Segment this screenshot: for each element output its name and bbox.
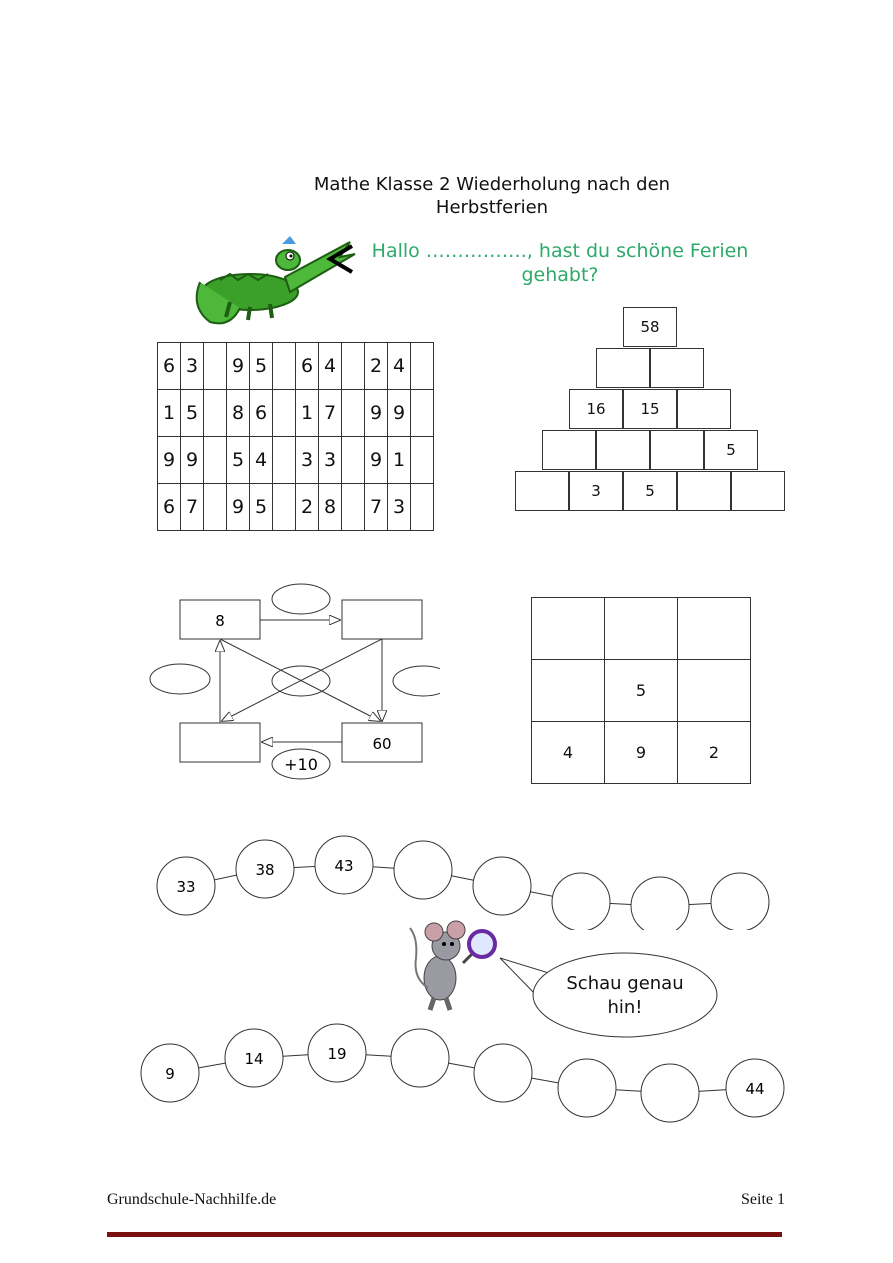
digit-cell: 7: [181, 484, 204, 531]
speech-line-1: Schau genau: [566, 973, 684, 994]
diagram-operator-bottom: +10: [284, 755, 318, 774]
magic-square-cell[interactable]: [678, 598, 751, 660]
digit-cell: 6: [296, 343, 319, 390]
digit-cell: 5: [250, 484, 273, 531]
pyramid-brick: 15: [623, 389, 677, 429]
digit-cell: 8: [227, 390, 250, 437]
digit-table-row: [158, 390, 434, 437]
speech-bubble-text: [545, 972, 705, 1020]
digit-cell: 1: [296, 390, 319, 437]
magic-square-row: [532, 598, 751, 660]
digit-cell[interactable]: [342, 343, 365, 390]
digit-cell[interactable]: [411, 390, 434, 437]
digit-cell: 9: [227, 343, 250, 390]
chain-value: 14: [244, 1050, 264, 1068]
diagram-box-top-right[interactable]: [342, 600, 422, 639]
digit-cell: 4: [388, 343, 411, 390]
digit-cell: 2: [296, 484, 319, 531]
digit-cell: 3: [319, 437, 342, 484]
chain-circle[interactable]: [711, 873, 769, 930]
digit-cell: 4: [250, 437, 273, 484]
pyramid-brick: 5: [623, 471, 677, 511]
chain-value: 38: [255, 861, 275, 879]
digit-cell: 1: [158, 390, 181, 437]
digit-cell[interactable]: [273, 484, 296, 531]
diagram-oval-left[interactable]: [150, 664, 210, 694]
digit-cell: 1: [388, 437, 411, 484]
digit-cell: 3: [388, 484, 411, 531]
pyramid-brick[interactable]: [650, 430, 704, 470]
magic-square-cell: 2: [678, 722, 751, 784]
digit-table-row: [158, 343, 434, 390]
chain-circle[interactable]: [552, 873, 610, 930]
pyramid-brick[interactable]: [542, 430, 596, 470]
digit-cell[interactable]: [342, 390, 365, 437]
pyramid-brick: 3: [569, 471, 623, 511]
digit-cell: 9: [227, 484, 250, 531]
digit-cell[interactable]: [204, 484, 227, 531]
crocodile-illustration: [190, 222, 360, 330]
number-chain-2: [0, 1015, 893, 1130]
number-chain-1: [0, 830, 893, 930]
chain-value: 33: [176, 878, 196, 896]
greeting-line-1: Hallo ……………., hast du schöne Ferien: [371, 240, 749, 262]
pyramid-brick[interactable]: [596, 430, 650, 470]
digit-cell: 7: [319, 390, 342, 437]
digit-cell: 6: [250, 390, 273, 437]
chain-circle[interactable]: [474, 1044, 532, 1102]
chain-circle[interactable]: [641, 1064, 699, 1122]
chain-value: 9: [165, 1065, 175, 1083]
digit-cell: 9: [365, 437, 388, 484]
greeting-text: [360, 240, 760, 286]
digit-cell[interactable]: [411, 484, 434, 531]
pyramid-brick[interactable]: [650, 348, 704, 388]
footer-page-number: Seite 1: [741, 1191, 785, 1208]
magic-square: [531, 597, 751, 784]
title-line-2: Herbstferien: [435, 197, 549, 218]
pyramid-brick[interactable]: [515, 471, 569, 511]
digit-cell[interactable]: [273, 343, 296, 390]
digit-cell: 9: [181, 437, 204, 484]
chain-circle[interactable]: [394, 841, 452, 899]
chain-circle[interactable]: [473, 857, 531, 915]
magic-square-cell: 5: [605, 660, 678, 722]
pyramid-brick[interactable]: [677, 471, 731, 511]
magic-square-row: [532, 660, 751, 722]
digit-cell[interactable]: [342, 437, 365, 484]
digit-cell[interactable]: [273, 390, 296, 437]
mouse-illustration: [408, 918, 503, 1013]
digit-cell: 9: [158, 437, 181, 484]
page-title: [0, 174, 893, 218]
magic-square-row: [532, 722, 751, 784]
less-than-symbol: [326, 242, 356, 276]
digit-cell: 9: [388, 390, 411, 437]
magic-square-cell: 4: [532, 722, 605, 784]
arrow-diagram: [140, 580, 440, 780]
digit-table-row: [158, 484, 434, 531]
digit-cell: 3: [296, 437, 319, 484]
digit-cell[interactable]: [273, 437, 296, 484]
digit-table: [157, 342, 434, 531]
digit-cell[interactable]: [342, 484, 365, 531]
digit-table-row: [158, 437, 434, 484]
chain-value: 43: [334, 857, 354, 875]
chain-value: 19: [327, 1045, 347, 1063]
digit-cell[interactable]: [411, 437, 434, 484]
digit-cell: 5: [181, 390, 204, 437]
pyramid-brick: 16: [569, 389, 623, 429]
pyramid-brick: 58: [623, 307, 677, 347]
diagram-value-bottom-right: 60: [372, 735, 392, 753]
chain-circle[interactable]: [391, 1029, 449, 1087]
speech-line-2: hin!: [607, 997, 643, 1018]
digit-cell[interactable]: [411, 343, 434, 390]
digit-cell: 7: [365, 484, 388, 531]
pyramid-brick[interactable]: [731, 471, 785, 511]
chain-circle[interactable]: [631, 877, 689, 930]
footer-left: Grundschule-Nachhilfe.de: [107, 1191, 277, 1208]
magic-square-cell[interactable]: [678, 660, 751, 722]
digit-cell[interactable]: [204, 437, 227, 484]
digit-cell: 8: [319, 484, 342, 531]
diagram-oval-top[interactable]: [272, 584, 330, 614]
digit-cell[interactable]: [204, 343, 227, 390]
magic-square-cell[interactable]: [605, 598, 678, 660]
pyramid-brick[interactable]: [596, 348, 650, 388]
greeting-line-2: gehabt?: [521, 264, 599, 286]
digit-cell: 4: [319, 343, 342, 390]
digit-cell: 5: [250, 343, 273, 390]
title-line-1: Mathe Klasse 2 Wiederholung nach den: [313, 174, 671, 195]
magic-square-cell[interactable]: [532, 660, 605, 722]
digit-cell: 9: [365, 390, 388, 437]
digit-cell: 6: [158, 343, 181, 390]
magic-square-cell[interactable]: [532, 598, 605, 660]
diagram-box-bottom-left[interactable]: [180, 723, 260, 762]
pyramid-brick[interactable]: [677, 389, 731, 429]
pyramid-brick: 5: [704, 430, 758, 470]
digit-cell: 6: [158, 484, 181, 531]
footer-rule: [107, 1232, 782, 1237]
digit-cell: 2: [365, 343, 388, 390]
chain-circle[interactable]: [558, 1059, 616, 1117]
diagram-value-top-left: 8: [215, 612, 225, 630]
magic-square-cell: 9: [605, 722, 678, 784]
digit-cell: 5: [227, 437, 250, 484]
digit-cell: 3: [181, 343, 204, 390]
diagram-oval-right[interactable]: [393, 666, 440, 696]
digit-cell[interactable]: [204, 390, 227, 437]
chain-value: 44: [745, 1080, 765, 1098]
